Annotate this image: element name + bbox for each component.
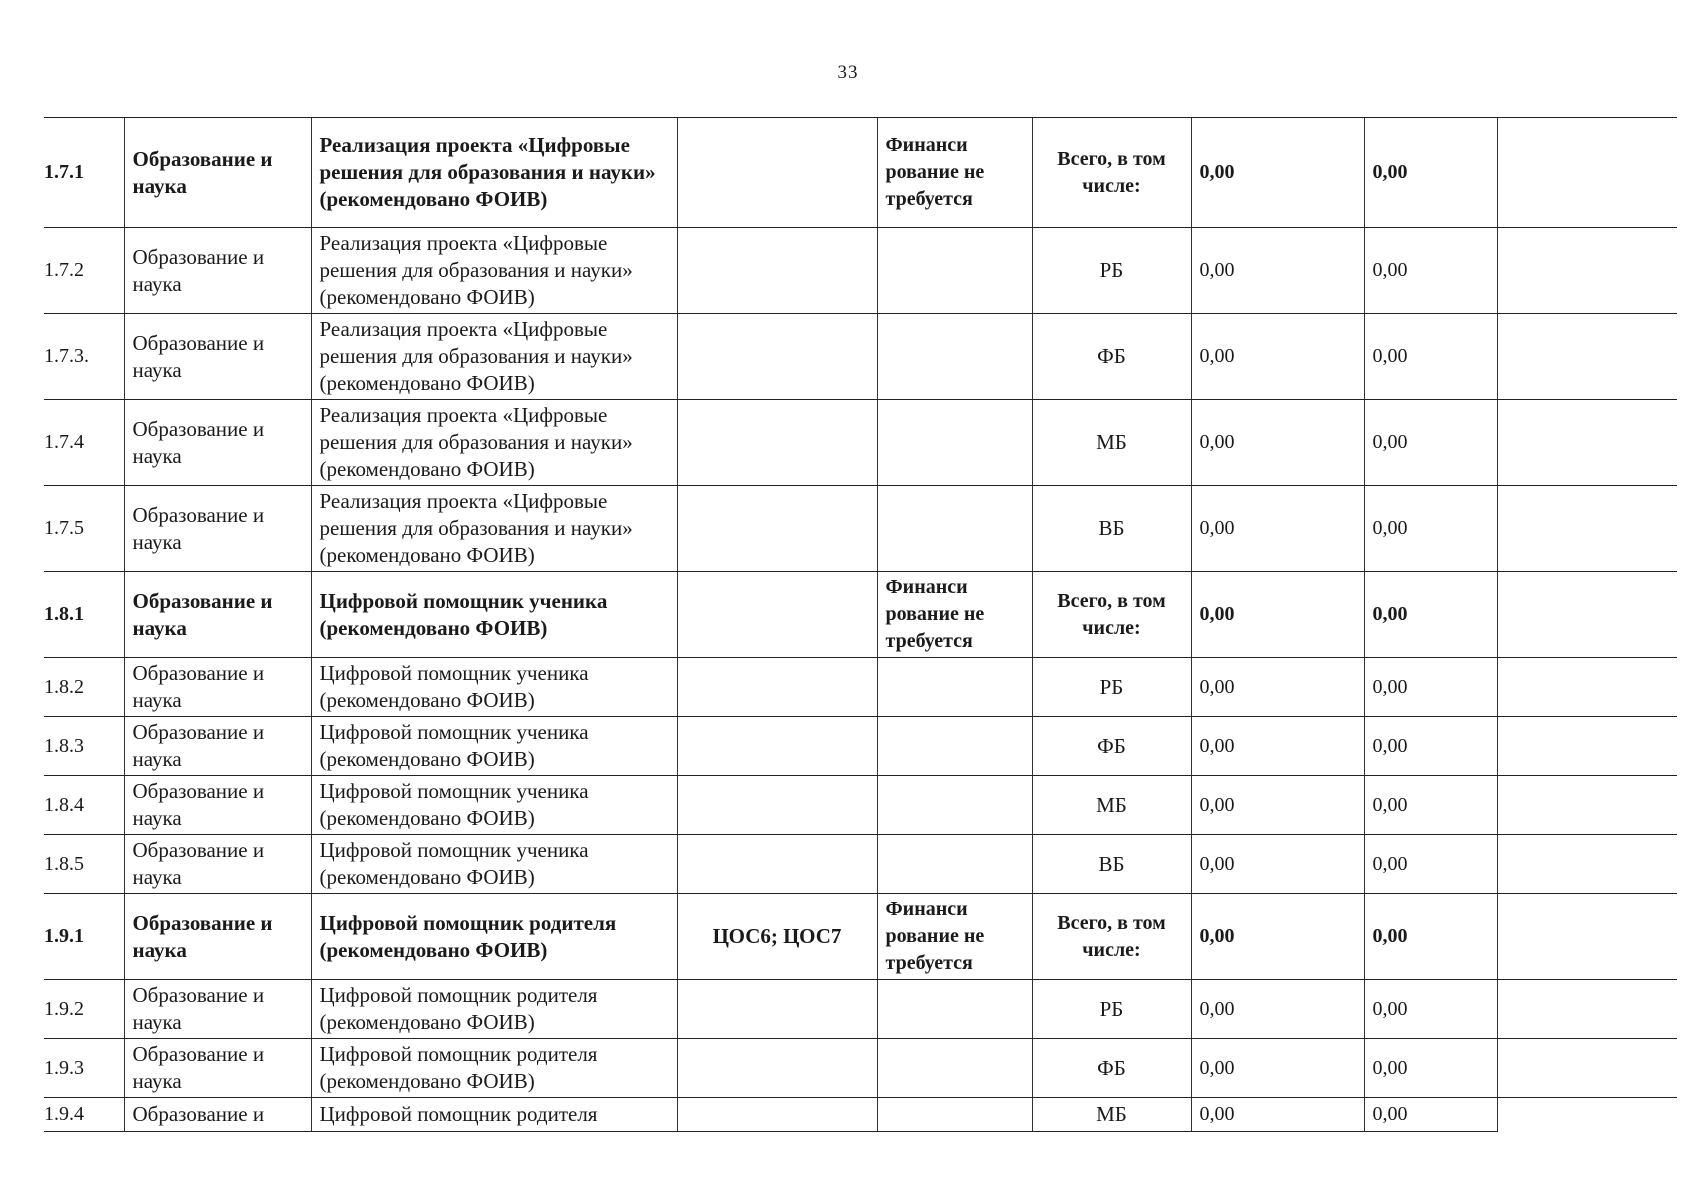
sector-cell: Образование и наука xyxy=(124,894,311,980)
activity-name-cell: Реализация проекта «Цифровые решения для образования и науки» (рекомендовано ФОИВ) xyxy=(311,486,677,572)
row-number: 1.8.2 xyxy=(44,658,124,717)
row-number: 1.8.3 xyxy=(44,717,124,776)
activity-name-cell: Цифровой помощник ученика (рекомендовано ФОИВ) xyxy=(311,658,677,717)
funding-source-cell: ФБ xyxy=(1032,1039,1191,1098)
amount-cell-1: 0,00 xyxy=(1191,835,1364,894)
sector-cell: Образование и наука xyxy=(124,717,311,776)
activity-name-cell: Цифровой помощник родителя (рекомендовано ФОИВ) xyxy=(311,1039,677,1098)
indicator-code-cell xyxy=(677,980,877,1039)
row-number: 1.9.1 xyxy=(44,894,124,980)
table-row xyxy=(44,1039,1677,1098)
funding-source-cell: РБ xyxy=(1032,658,1191,717)
financing-note-cell xyxy=(877,1039,1032,1098)
amount-cell-1: 0,00 xyxy=(1191,980,1364,1039)
table-row xyxy=(44,835,1677,894)
indicator-code-cell xyxy=(677,717,877,776)
indicator-code-cell xyxy=(677,572,877,658)
funding-source-cell: ВБ xyxy=(1032,835,1191,894)
amount-cell-1: 0,00 xyxy=(1191,486,1364,572)
financing-note-cell xyxy=(877,776,1032,835)
financing-note-cell xyxy=(877,835,1032,894)
financing-note-cell: Финанси рование не требуется xyxy=(877,894,1032,980)
financing-note-cell xyxy=(877,658,1032,717)
sector-cell: Образование и наука xyxy=(124,980,311,1039)
activity-name-cell: Цифровой помощник ученика (рекомендовано ФОИВ) xyxy=(311,717,677,776)
row-number: 1.8.5 xyxy=(44,835,124,894)
indicator-code-cell xyxy=(677,400,877,486)
row-number: 1.9.4 xyxy=(44,1098,124,1132)
empty-cell xyxy=(1497,1098,1677,1132)
activity-name-cell: Цифровой помощник ученика (рекомендовано ФОИВ) xyxy=(311,776,677,835)
amount-cell-2: 0,00 xyxy=(1364,717,1497,776)
amount-cell-1: 0,00 xyxy=(1191,228,1364,314)
table-row xyxy=(44,486,1677,572)
sector-cell: Образование и наука xyxy=(124,314,311,400)
amount-cell-2: 0,00 xyxy=(1364,894,1497,980)
empty-cell xyxy=(1497,658,1677,717)
sector-cell: Образование и наука xyxy=(124,835,311,894)
indicator-code-cell xyxy=(677,776,877,835)
amount-cell-2: 0,00 xyxy=(1364,1039,1497,1098)
amount-cell-2: 0,00 xyxy=(1364,486,1497,572)
amount-cell-2: 0,00 xyxy=(1364,314,1497,400)
amount-cell-1: 0,00 xyxy=(1191,400,1364,486)
table-row xyxy=(44,228,1677,314)
table-row xyxy=(44,314,1677,400)
financing-note-cell xyxy=(877,314,1032,400)
funding-source-cell: ВБ xyxy=(1032,486,1191,572)
financing-note-cell xyxy=(877,1098,1032,1132)
sector-cell: Образование и наука xyxy=(124,400,311,486)
table-row xyxy=(44,400,1677,486)
sector-cell: Образование и наука xyxy=(124,776,311,835)
amount-cell-2: 0,00 xyxy=(1364,400,1497,486)
table-row xyxy=(44,658,1677,717)
sector-cell: Образование и наука xyxy=(124,1039,311,1098)
funding-source-cell: МБ xyxy=(1032,776,1191,835)
financing-note-cell xyxy=(877,980,1032,1039)
table-row xyxy=(44,572,1677,658)
empty-cell xyxy=(1497,980,1677,1039)
program-activities-table xyxy=(44,117,1677,1132)
row-number: 1.7.1 xyxy=(44,118,124,228)
sector-cell: Образование и наука xyxy=(124,228,311,314)
sector-cell: Образование и xyxy=(124,1098,311,1132)
amount-cell-1: 0,00 xyxy=(1191,118,1364,228)
indicator-code-cell xyxy=(677,658,877,717)
amount-cell-2: 0,00 xyxy=(1364,776,1497,835)
table-row xyxy=(44,118,1677,228)
funding-source-cell: Всего, в том числе: xyxy=(1032,894,1191,980)
indicator-code-cell xyxy=(677,228,877,314)
activity-name-cell: Реализация проекта «Цифровые решения для образования и науки» (рекомендовано ФОИВ) xyxy=(311,314,677,400)
indicator-code-cell xyxy=(677,314,877,400)
empty-cell xyxy=(1497,835,1677,894)
row-number: 1.9.3 xyxy=(44,1039,124,1098)
amount-cell-2: 0,00 xyxy=(1364,572,1497,658)
amount-cell-1: 0,00 xyxy=(1191,894,1364,980)
funding-source-cell: ФБ xyxy=(1032,314,1191,400)
financing-note-cell: Финанси рование не требуется xyxy=(877,118,1032,228)
funding-source-cell: МБ xyxy=(1032,1098,1191,1132)
activity-name-cell: Цифровой помощник ученика (рекомендовано ФОИВ) xyxy=(311,572,677,658)
amount-cell-2: 0,00 xyxy=(1364,228,1497,314)
amount-cell-1: 0,00 xyxy=(1191,1039,1364,1098)
financing-note-cell xyxy=(877,228,1032,314)
empty-cell xyxy=(1497,776,1677,835)
amount-cell-1: 0,00 xyxy=(1191,572,1364,658)
funding-source-cell: Всего, в том числе: xyxy=(1032,572,1191,658)
empty-cell xyxy=(1497,400,1677,486)
row-number: 1.8.4 xyxy=(44,776,124,835)
page-number: 33 xyxy=(837,62,859,83)
sector-cell: Образование и наука xyxy=(124,118,311,228)
funding-source-cell: РБ xyxy=(1032,980,1191,1039)
table-row xyxy=(44,980,1677,1039)
empty-cell xyxy=(1497,118,1677,228)
amount-cell-2: 0,00 xyxy=(1364,980,1497,1039)
table-row xyxy=(44,894,1677,980)
activity-name-cell: Реализация проекта «Цифровые решения для образования и науки» (рекомендовано ФОИВ) xyxy=(311,400,677,486)
activity-name-cell: Цифровой помощник родителя (рекомендовано ФОИВ) xyxy=(311,980,677,1039)
table-row xyxy=(44,776,1677,835)
amount-cell-1: 0,00 xyxy=(1191,776,1364,835)
amount-cell-2: 0,00 xyxy=(1364,658,1497,717)
indicator-code-cell: ЦОС6; ЦОС7 xyxy=(677,894,877,980)
amount-cell-2: 0,00 xyxy=(1364,1098,1497,1132)
indicator-code-cell xyxy=(677,1098,877,1132)
empty-cell xyxy=(1497,314,1677,400)
empty-cell xyxy=(1497,572,1677,658)
amount-cell-2: 0,00 xyxy=(1364,835,1497,894)
table-row xyxy=(44,717,1677,776)
row-number: 1.8.1 xyxy=(44,572,124,658)
row-number: 1.7.2 xyxy=(44,228,124,314)
indicator-code-cell xyxy=(677,118,877,228)
table-body xyxy=(44,118,1677,1132)
activity-name-cell: Цифровой помощник родителя (рекомендовано ФОИВ) xyxy=(311,894,677,980)
indicator-code-cell xyxy=(677,835,877,894)
activity-name-cell: Реализация проекта «Цифровые решения для образования и науки» (рекомендовано ФОИВ) xyxy=(311,118,677,228)
financing-note-cell: Финанси рование не требуется xyxy=(877,572,1032,658)
amount-cell-1: 0,00 xyxy=(1191,314,1364,400)
activity-name-cell: Цифровой помощник родителя xyxy=(311,1098,677,1132)
funding-source-cell: МБ xyxy=(1032,400,1191,486)
amount-cell-1: 0,00 xyxy=(1191,658,1364,717)
sector-cell: Образование и наука xyxy=(124,658,311,717)
financing-note-cell xyxy=(877,486,1032,572)
row-number: 1.7.5 xyxy=(44,486,124,572)
funding-source-cell: Всего, в том числе: xyxy=(1032,118,1191,228)
amount-cell-2: 0,00 xyxy=(1364,118,1497,228)
empty-cell xyxy=(1497,1039,1677,1098)
amount-cell-1: 0,00 xyxy=(1191,717,1364,776)
amount-cell-1: 0,00 xyxy=(1191,1098,1364,1132)
table-row xyxy=(44,1098,1677,1132)
financing-note-cell xyxy=(877,717,1032,776)
activity-name-cell: Цифровой помощник ученика (рекомендовано ФОИВ) xyxy=(311,835,677,894)
empty-cell xyxy=(1497,894,1677,980)
empty-cell xyxy=(1497,228,1677,314)
empty-cell xyxy=(1497,486,1677,572)
row-number: 1.7.4 xyxy=(44,400,124,486)
row-number: 1.9.2 xyxy=(44,980,124,1039)
financing-note-cell xyxy=(877,400,1032,486)
funding-source-cell: ФБ xyxy=(1032,717,1191,776)
activity-name-cell: Реализация проекта «Цифровые решения для образования и науки» (рекомендовано ФОИВ) xyxy=(311,228,677,314)
empty-cell xyxy=(1497,717,1677,776)
row-number: 1.7.3. xyxy=(44,314,124,400)
indicator-code-cell xyxy=(677,486,877,572)
sector-cell: Образование и наука xyxy=(124,486,311,572)
funding-source-cell: РБ xyxy=(1032,228,1191,314)
indicator-code-cell xyxy=(677,1039,877,1098)
sector-cell: Образование и наука xyxy=(124,572,311,658)
